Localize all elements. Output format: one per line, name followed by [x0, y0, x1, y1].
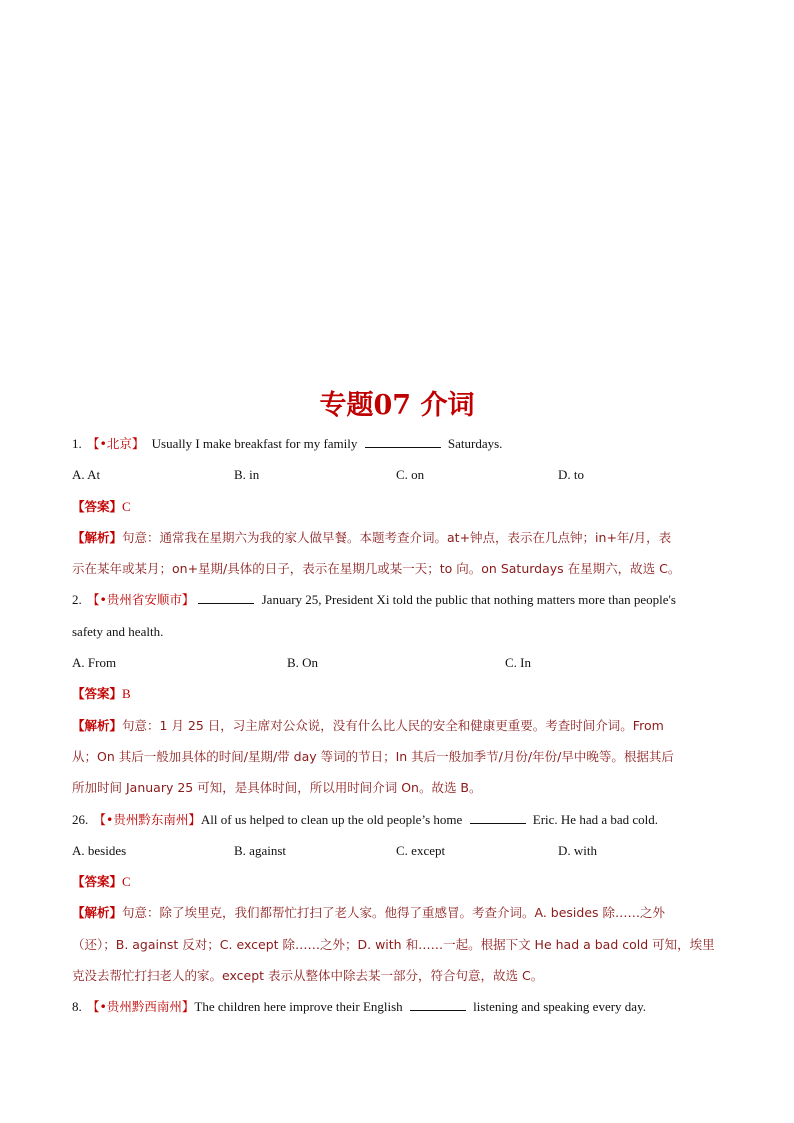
answer-value: C [122, 498, 131, 514]
analysis-line: 【解析】句意：1 月 25 日，习主席对公众说，没有什么比人民的安全和健康更重要。考查时间介词。From [72, 717, 664, 733]
question-source: 【•贵州省安顺市】 [87, 592, 195, 608]
question-list [72, 428, 724, 1023]
question-8 [72, 991, 724, 1022]
stem-text: January 25, President Xi told the public that nothing matters more than people's [261, 592, 676, 608]
stem-text: All of us helped to clean up the old people’s home [200, 811, 463, 827]
analysis [72, 897, 724, 991]
stem-text: Eric. He had a bad cold. [532, 811, 659, 827]
page-title: 专题07 介词 [319, 390, 475, 421]
answer-tag: 【答案】 [72, 498, 123, 514]
option-a: A. From [72, 655, 117, 671]
question-2 [72, 584, 724, 803]
option-d: D. to [558, 467, 584, 483]
analysis-tag: 【解析】 [72, 905, 123, 921]
analysis-tag: 【解析】 [72, 529, 123, 545]
analysis-line: 所加时间 January 25 可知，是具体时间，所以用时间介词 On。故选 B。 [72, 780, 482, 796]
analysis [72, 522, 724, 585]
answer-row [72, 491, 724, 522]
option-c: C. In [505, 655, 531, 671]
question-stem [72, 584, 724, 615]
question-26 [72, 804, 724, 992]
option-b: B. in [234, 467, 260, 483]
analysis-tag: 【解析】 [72, 717, 123, 733]
answer-blank [410, 1000, 466, 1011]
question-number: 26. [72, 811, 89, 827]
answer-blank [198, 593, 254, 604]
question-source: 【•北京】 [87, 436, 145, 451]
option-a: A. At [72, 467, 101, 483]
options-row [72, 647, 724, 678]
question-source: 【•贵州黔西南州】 [87, 999, 195, 1015]
options-row [72, 459, 724, 490]
question-stem [72, 991, 724, 1022]
question-source: 【•贵州黔东南州】 [93, 811, 201, 827]
stem-text: The children here improve their English [194, 999, 403, 1015]
option-d: D. with [558, 842, 597, 858]
option-b: B. against [234, 842, 286, 858]
option-c: C. except [396, 842, 446, 858]
option-c: C. on [396, 467, 425, 483]
answer-value: B [122, 686, 131, 702]
question-stem [72, 804, 724, 835]
answer-row [72, 678, 724, 709]
question-1 [72, 428, 724, 584]
analysis-line: 示在某年或某月；on+星期/具体的日子，表示在星期几或某一天；to 向。on Saturdays 在星期六，故选 C。 [72, 561, 681, 577]
answer-blank [365, 437, 441, 448]
analysis-line: 【解析】句意：通常我在星期六为我的家人做早餐。本题考查介词。at+钟点，表示在几点钟；in+年/月，表 [72, 529, 672, 545]
answer-blank [470, 813, 526, 824]
question-number: 8. [72, 999, 82, 1015]
answer-value: C [122, 874, 131, 890]
option-a: A. besides [72, 842, 127, 858]
answer-tag: 【答案】 [72, 686, 123, 702]
question-stem-continued: safety and health. [72, 623, 164, 639]
analysis [72, 710, 724, 804]
question-stem [72, 428, 724, 459]
question-number: 2. [72, 592, 82, 608]
option-b: B. On [287, 655, 319, 671]
options-row [72, 835, 724, 866]
stem-text: Saturdays. [447, 436, 503, 451]
question-number: 1. [72, 436, 82, 451]
analysis-line: 从；On 其后一般加具体的时间/星期/带 day 等词的节日；In 其后一般加季节/月份/年份/早中晚等。根据其后 [72, 748, 674, 764]
analysis-line: 【解析】句意：除了埃里克，我们都帮忙打扫了老人家。他得了重感冒。考查介词。A. besides 除……之外 [72, 905, 666, 921]
analysis-line: 克没去帮忙打扫老人的家。except 表示从整体中除去某一部分，符合句意，故选 C。 [72, 968, 544, 984]
stem-text: listening and speaking every day. [473, 999, 646, 1015]
answer-row [72, 866, 724, 897]
answer-tag: 【答案】 [72, 874, 123, 890]
analysis-line: （还）；B. against 反对；C. except 除……之外；D. with 和……一起。根据下文 He had a bad cold 可知，埃里 [72, 936, 715, 952]
stem-text: Usually I make breakfast for my family [151, 436, 358, 451]
